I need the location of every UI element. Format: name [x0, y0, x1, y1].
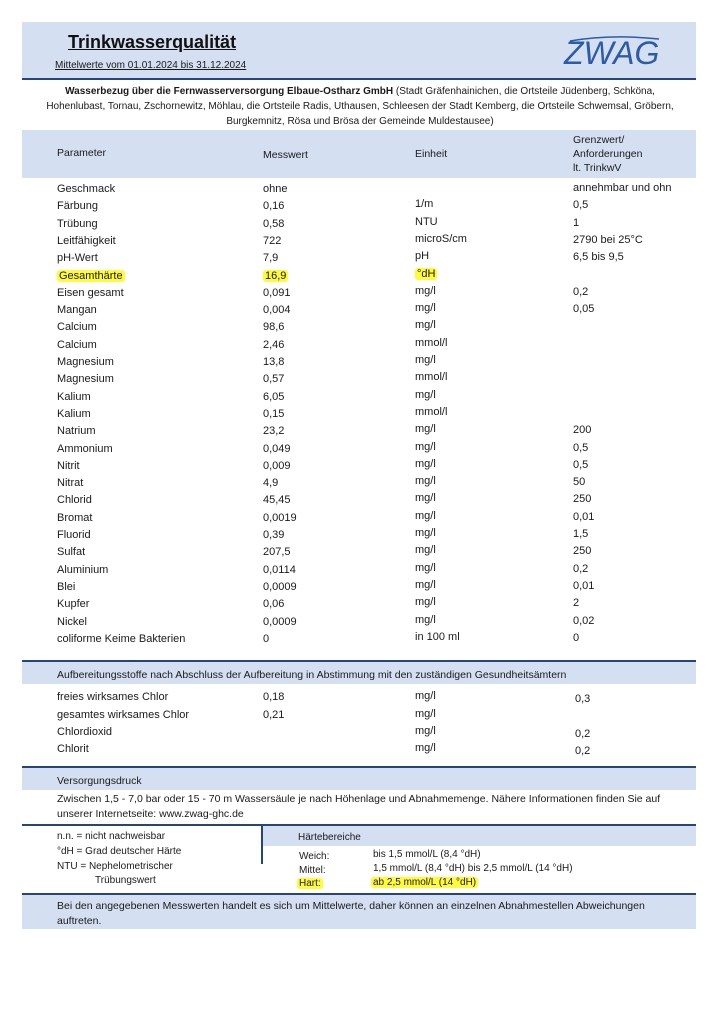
row-limit: 0,05 [573, 303, 595, 315]
treatment-parameter: gesamtes wirksames Chlor [57, 709, 190, 721]
treatment-parameter: Chlorit [57, 743, 89, 755]
row-value: 0,39 [263, 529, 285, 541]
treatment-limit: 0,2 [575, 745, 591, 757]
zwag-logo [562, 34, 662, 70]
row-parameter: Calcium [57, 321, 97, 333]
row-unit: pH [415, 250, 430, 262]
hardness-medium-value: 1,5 mmol/L (8,4 °dH) bis 2,5 mmol/L (14 °dH) [373, 863, 573, 874]
row-value: 0,0009 [263, 616, 297, 628]
treatment-unit: mg/l [415, 690, 436, 702]
row-parameter: Leitfähigkeit [57, 235, 116, 247]
row-parameter: Eisen gesamt [57, 287, 124, 299]
hardness-medium-label: Mittel: [299, 865, 326, 876]
row-unit: mg/l [415, 354, 436, 366]
treatment-unit: mg/l [415, 742, 436, 754]
row-unit: mg/l [415, 579, 436, 591]
treatment-unit: mg/l [415, 725, 436, 737]
row-unit: mg/l [415, 562, 436, 574]
row-unit: in 100 ml [415, 631, 460, 643]
legend-dh: °dH = Grad deutscher Härte [57, 846, 182, 857]
row-limit: 50 [573, 476, 586, 488]
row-unit: 1/m [415, 198, 434, 210]
row-limit: 0,2 [573, 286, 589, 298]
row-parameter: Natrium [57, 425, 96, 437]
hardness-hard-value: ab 2,5 mmol/L (14 °dH) [373, 877, 477, 888]
svg-text:ZWAG: ZWAG [564, 35, 660, 70]
row-limit: 0,5 [573, 199, 589, 211]
row-parameter: Calcium [57, 339, 97, 351]
row-unit: mg/l [415, 423, 436, 435]
row-limit: 6,5 bis 9,5 [573, 251, 624, 263]
treatment-value: 0,18 [263, 691, 285, 703]
row-parameter: Nitrit [57, 460, 80, 472]
pressure-text: Zwischen 1,5 - 7,0 bar oder 15 - 70 m Wassersäule je nach Höhenlage und Abnahmemenge. Nähere Informationen finden Sie auf unserer Internetseite: www.zwag-ghc.de [57, 793, 661, 820]
row-limit: 0,5 [573, 459, 589, 471]
hardness-soft-value: bis 1,5 mmol/L (8,4 °dH) [373, 849, 481, 860]
row-limit: 0,2 [573, 563, 589, 575]
legend-nn: n.n. = nicht nachweisbar [57, 831, 166, 842]
row-unit: °dH [417, 268, 436, 280]
row-value: 6,05 [263, 391, 285, 403]
row-unit: NTU [415, 216, 438, 228]
row-parameter: Nickel [57, 616, 87, 628]
row-unit: mmol/l [415, 406, 448, 418]
row-limit: 0,5 [573, 442, 589, 454]
row-limit: annehmbar und ohn [573, 182, 672, 194]
row-limit: 250 [573, 493, 592, 505]
row-value: 23,2 [263, 425, 285, 437]
row-limit: 2790 bei 25°C [573, 234, 643, 246]
row-value: 0,16 [263, 200, 285, 212]
row-value: 13,8 [263, 356, 285, 368]
row-parameter: coliforme Keime Bakterien [57, 633, 186, 645]
row-value: 0 [263, 633, 270, 645]
row-value: 0,15 [263, 408, 285, 420]
treatment-limit: 0,2 [575, 728, 591, 740]
row-value: 0,009 [263, 460, 291, 472]
row-limit: 0 [573, 632, 580, 644]
row-unit: mg/l [415, 319, 436, 331]
treatment-value: 0,21 [263, 709, 285, 721]
row-limit: 250 [573, 545, 592, 557]
row-value: 98,6 [263, 321, 285, 333]
row-parameter: Aluminium [57, 564, 109, 576]
row-parameter: Geschmack [57, 183, 116, 195]
row-parameter: Kalium [57, 391, 91, 403]
row-unit: mg/l [415, 614, 436, 626]
row-parameter: Mangan [57, 304, 97, 316]
row-parameter: Gesamthärte [59, 270, 123, 282]
hardness-soft-label: Weich: [299, 851, 330, 862]
footer-note: Bei den angegebenen Messwerten handelt es sich um Mittelwerte, daher können an einzelnen Abnahmestellen Abweichungen auftreten. [57, 900, 645, 927]
row-parameter: Blei [57, 581, 76, 593]
row-limit: 200 [573, 424, 592, 436]
column-header-parameter: Parameter [57, 147, 107, 159]
row-parameter: Sulfat [57, 546, 86, 558]
row-limit: 0,01 [573, 580, 595, 592]
period-subtitle: Mittelwerte vom 01.01.2024 bis 31.12.2024 [55, 60, 247, 71]
treatment-limit: 0,3 [575, 693, 591, 705]
legend-ntu: NTU = Nephelometrischer [57, 861, 173, 872]
row-parameter: Trübung [57, 218, 98, 230]
row-value: 7,9 [263, 252, 279, 264]
row-unit: mg/l [415, 596, 436, 608]
row-limit: 0,01 [573, 511, 595, 523]
row-value: 0,58 [263, 218, 285, 230]
row-limit: 2 [573, 597, 580, 609]
treatment-parameter: Chlordioxid [57, 726, 113, 738]
row-value: 45,45 [263, 494, 291, 506]
row-limit: 0,02 [573, 615, 595, 627]
row-parameter: Bromat [57, 512, 93, 524]
row-unit: mg/l [415, 285, 436, 297]
column-header-value: Messwert [263, 149, 308, 161]
column-header-unit: Einheit [415, 148, 448, 160]
row-unit: mg/l [415, 441, 436, 453]
row-parameter: Magnesium [57, 356, 114, 368]
row-value: 0,0114 [263, 564, 296, 576]
row-parameter: pH-Wert [57, 252, 98, 264]
row-unit: mg/l [415, 389, 436, 401]
row-parameter: Chlorid [57, 494, 92, 506]
row-parameter: Nitrat [57, 477, 84, 489]
row-unit: mg/l [415, 527, 436, 539]
row-value: 16,9 [265, 270, 287, 282]
row-limit: 1 [573, 217, 580, 229]
row-unit: mmol/l [415, 371, 448, 383]
row-unit: mg/l [415, 458, 436, 470]
treatment-title: Aufbereitungsstoffe nach Abschluss der Aufbereitung in Abstimmung mit den zuständigen Gesundheitsämtern [57, 669, 567, 681]
row-parameter: Magnesium [57, 373, 114, 385]
row-value: 0,06 [263, 598, 285, 610]
row-parameter: Färbung [57, 200, 98, 212]
row-parameter: Kalium [57, 408, 91, 420]
row-value: 4,9 [263, 477, 279, 489]
legend-ntu-cont: Trübungswert [95, 875, 156, 886]
row-unit: mg/l [415, 510, 436, 522]
row-limit: 1,5 [573, 528, 589, 540]
row-unit: mg/l [415, 492, 436, 504]
row-value: 207,5 [263, 546, 291, 558]
row-value: 2,46 [263, 339, 285, 351]
treatment-parameter: freies wirksames Chlor [57, 691, 169, 703]
page-title: Trinkwasserqualität [68, 32, 237, 52]
row-value: ohne [263, 183, 288, 195]
treatment-unit: mg/l [415, 708, 436, 720]
row-parameter: Kupfer [57, 598, 90, 610]
row-value: 0,0019 [263, 512, 297, 524]
row-unit: mg/l [415, 544, 436, 556]
column-header-limit: Grenzwert/ Anforderungen lt. TrinkwV [573, 134, 643, 174]
row-parameter: Fluorid [57, 529, 91, 541]
row-unit: mg/l [415, 475, 436, 487]
row-unit: mg/l [415, 302, 436, 314]
row-value: 722 [263, 235, 282, 247]
supply-description: Wasserbezug über die Fernwasserversorgung Elbaue-Ostharz GmbH (Stadt Gräfenhainichen, die Ortsteile Jüdenberg, Schköna, Hohenlubast, Tornau, Zschornewitz, Möhlau, die Ortsteile Radis, Uthausen, Schleesen der Stadt Kemberg, die Ortsteile Schwemsal, Gröbern, Burgkemnitz, Rösa und Brösa der Gemeinde Muldestausee) [46, 86, 674, 127]
row-unit: microS/cm [415, 233, 467, 245]
hardness-title: Härtebereiche [298, 832, 361, 843]
row-value: 0,004 [263, 304, 291, 316]
row-value: 0,091 [263, 287, 291, 299]
hardness-hard-label: Hart: [299, 878, 321, 889]
row-parameter: Ammonium [57, 443, 113, 455]
row-value: 0,57 [263, 373, 285, 385]
row-value: 0,049 [263, 443, 291, 455]
row-value: 0,0009 [263, 581, 297, 593]
row-unit: mmol/l [415, 337, 448, 349]
pressure-title: Versorgungsdruck [57, 775, 142, 787]
